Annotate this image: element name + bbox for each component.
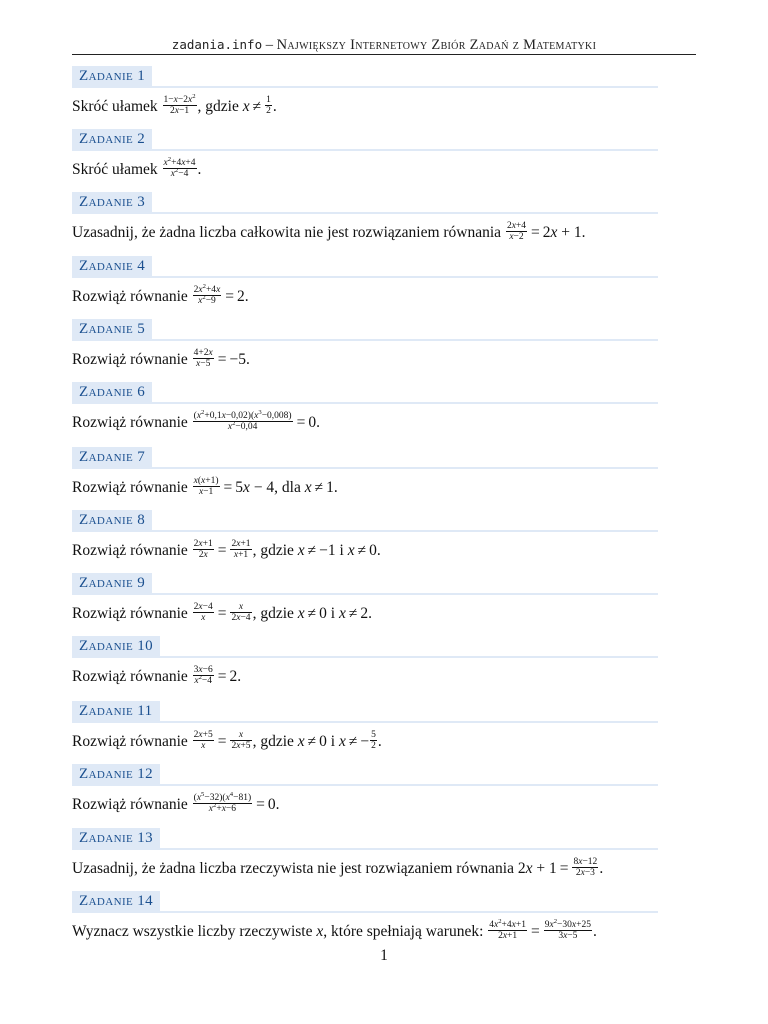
task-3 xyxy=(72,192,658,246)
task-text: Rozwiąż równanie $\frac{(x^5-32)(x^4-81)}{x^2+x-6}$ = 0. xyxy=(72,790,280,814)
task-13 xyxy=(72,828,658,882)
task-text: Rozwiąż równanie $\frac{(x^2+0,1x-0,02)(x^3-0,008)}{x^2-0,04}$ = 0. xyxy=(72,408,320,432)
task-label: Zadanie 8 xyxy=(72,510,152,530)
page-number: 1 xyxy=(380,947,388,964)
task-text: Rozwiąż równanie $\frac{2x+1}{2x}$ = $\frac{2x+1}{x+1}$ , gdzie x ≠ −1 i x ≠ 0. xyxy=(72,538,381,560)
task-6 xyxy=(72,382,658,436)
task-8 xyxy=(72,510,658,564)
task-text: Uzasadnij, że żadna liczba całkowita nie jest rozwiązaniem równania $\frac{2x+4}{x-2}$ = 2x + 1. xyxy=(72,220,586,242)
page-header xyxy=(72,36,696,55)
task-9 xyxy=(72,573,658,627)
task-11 xyxy=(72,701,658,755)
task-text: Uzasadnij, że żadna liczba rzeczywista nie jest rozwiązaniem równania 2x + 1 = $\frac{8x-12}{2x-3}$ . xyxy=(72,856,604,878)
task-label: Zadanie 2 xyxy=(72,129,152,149)
task-text: Rozwiąż równanie $\frac{4+2x}{x-5}$ = −5. xyxy=(72,347,250,369)
task-text: Rozwiąż równanie $\frac{x(x+1)}{x-1}$ = 5x − 4, dla x ≠ 1. xyxy=(72,475,338,497)
task-label: Zadanie 5 xyxy=(72,319,152,339)
task-label: Zadanie 14 xyxy=(72,891,160,911)
header-title: Największy Internetowy Zbiór Zadań z Matematyki xyxy=(276,37,597,53)
task-label: Zadanie 13 xyxy=(72,828,160,848)
task-4 xyxy=(72,256,658,310)
task-text: Rozwiąż równanie $\frac{3x-6}{x^2-4}$ = 2. xyxy=(72,664,242,686)
task-text: Rozwiąż równanie $\frac{2x^2+4x}{x^2-9}$ = 2. xyxy=(72,282,249,306)
task-label: Zadanie 4 xyxy=(72,256,152,276)
task-label: Zadanie 7 xyxy=(72,447,152,467)
task-label: Zadanie 11 xyxy=(72,701,160,721)
task-10 xyxy=(72,636,658,690)
task-text: Rozwiąż równanie $\frac{2x-4}{x}$ = $\frac{x}{2x-4}$ , gdzie x ≠ 0 i x ≠ 2. xyxy=(72,601,373,623)
task-12 xyxy=(72,764,658,818)
task-label: Zadanie 6 xyxy=(72,382,152,402)
task-text: Skróć ułamek $\frac{x^2+4x+4}{x^2-4}$ . xyxy=(72,155,202,179)
task-1 xyxy=(72,66,658,120)
task-text: Rozwiąż równanie $\frac{2x+5}{x}$ = $\frac{x}{2x+5}$ , gdzie x ≠ 0 i x ≠ − $\frac{5}{2}$ . xyxy=(72,729,382,751)
task-14 xyxy=(72,891,658,945)
task-label: Zadanie 10 xyxy=(72,636,160,656)
task-label: Zadanie 12 xyxy=(72,764,160,784)
task-text: Skróć ułamek $\frac{1-x-2x^2}{2x-1}$ , gdzie x ≠ $\frac{1}{2}$ . xyxy=(72,92,277,116)
header-separator: – xyxy=(262,37,277,53)
site-name[interactable]: zadania.info xyxy=(171,37,263,52)
task-2 xyxy=(72,129,658,183)
task-label: Zadanie 9 xyxy=(72,573,152,593)
task-label: Zadanie 1 xyxy=(72,66,152,86)
task-5 xyxy=(72,319,658,373)
task-text: Wyznacz wszystkie liczby rzeczywiste x, które spełniają warunek: $\frac{4x^2+4x+1}{2x+1}$ = $\frac{9x^2-30x+25}{3x-5}$ . xyxy=(72,917,597,941)
task-7 xyxy=(72,447,658,501)
task-label: Zadanie 3 xyxy=(72,192,152,212)
